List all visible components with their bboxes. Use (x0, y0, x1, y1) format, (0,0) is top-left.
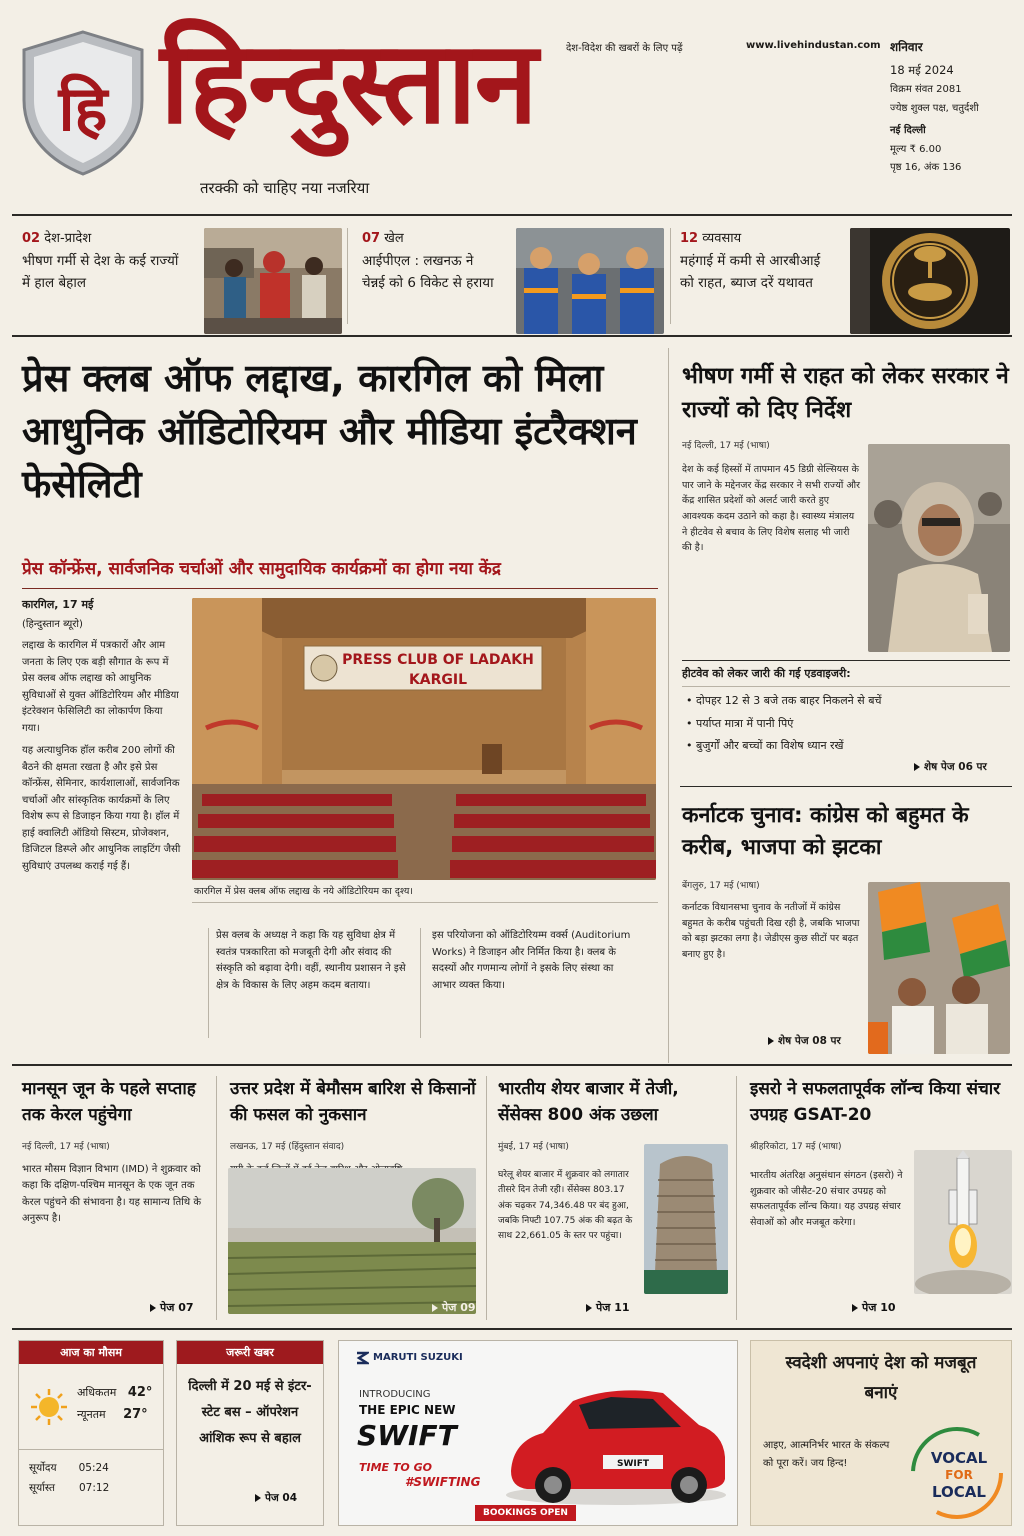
heatwave-crowd-photo (204, 228, 342, 334)
story-body: भारत मौसम विज्ञान विभाग (IMD) ने शुक्रवार को कहा कि दक्षिण-पश्चिम मानसून के एक जून तक केरल पहुंचने की संभावना है। यह सामान्य तिथि के अनुरूप है। (22, 1163, 202, 1225)
auditorium-photo (192, 598, 656, 880)
arrow-right-icon (914, 763, 920, 771)
teaser-item[interactable] (680, 228, 1010, 328)
story-dateline: नई दिल्ली, 17 मई (भाषा) (22, 1141, 110, 1152)
maruti-swift-ad[interactable] (338, 1340, 738, 1526)
ad-brand: MARUTI SUZUKI (373, 1352, 463, 1363)
suzuki-logo-icon (355, 1351, 369, 1365)
edition-price: मूल्य ₹ 6.00 (890, 143, 942, 155)
teaser-divider (670, 228, 671, 324)
heat-rule (682, 660, 1010, 661)
congress-celebration-photo (868, 882, 1010, 1054)
ad-line2: THE EPIC NEW (359, 1403, 456, 1417)
teaser-rule (12, 335, 1012, 337)
swadeshi-box (750, 1340, 1012, 1526)
ad-cta[interactable]: BOOKINGS OPEN (475, 1505, 576, 1521)
edition-city: नई दिल्ली (890, 125, 926, 137)
story-page-link[interactable]: पेज 10 (852, 1300, 896, 1315)
bottom-rule (12, 1328, 1012, 1330)
masthead-title[interactable]: हिन्दुस्तान (160, 15, 536, 149)
teaser-section: व्यवसाय (702, 231, 742, 246)
edition-pages: पृष्ठ 16, अंक 136 (890, 162, 962, 174)
column-divider (208, 928, 209, 1038)
sunrise: सूर्योदय 05:24 (29, 1462, 109, 1474)
arrow-right-icon (768, 1037, 774, 1045)
ad-line1: INTRODUCING (359, 1389, 431, 1400)
weather-rule (19, 1449, 163, 1450)
teaser-section: खेल (384, 231, 404, 246)
heat-body: देश के कई हिस्सों में तापमान 45 डिग्री सेल्सियस के पार जाने के मद्देनजर केंद्र सरकार ने सभी राज्यों और केंद्र शासित प्रदेशों को अलर्ट जारी करते हुए आवश्यक कदम उठाने को कहा है। स्वास्थ्य मंत्रालय ने हीटवेव से बचाव के लिए विशेष सलाह भी जारी की है। (682, 464, 860, 554)
subhead-rule (22, 588, 658, 589)
story-dateline: मुंबई, 17 मई (भाषा) (498, 1141, 569, 1152)
story-monsoon (22, 1076, 212, 1228)
badge-local: LOCAL (932, 1483, 986, 1501)
masthead-rule (12, 214, 1012, 216)
masthead-promo: देश-विदेश की खबरों के लिए पढ़ें (566, 43, 683, 54)
advisory-list (686, 690, 881, 758)
story-page-link[interactable]: पेज 07 (150, 1300, 194, 1315)
weather-title: आज का मौसम (19, 1341, 163, 1364)
column-divider (420, 928, 421, 1038)
masthead-tagline: तरक्की को चाहिए नया नजरिया (200, 179, 370, 197)
lead-col2: प्रेस क्लब के अध्यक्ष ने कहा कि यह सुविधा क्षेत्र में स्वतंत्र पत्रकारिता को मजबूती देगी और संवाद की संस्कृति को बढ़ावा देगी। वहीं, स्थानीय प्रशासन ने इसे क्षेत्र के विकास के लिए अहम कदम बताया। (216, 930, 406, 991)
story-sensex (498, 1076, 728, 1152)
rocket-launch-photo (914, 1150, 1012, 1294)
column-divider (216, 1076, 217, 1320)
ad-hashtag: #SWIFTING (405, 1475, 481, 1489)
story-rain (230, 1076, 480, 1152)
temp-max: अधिकतम 42° (77, 1385, 153, 1400)
mid-rule (12, 1064, 1012, 1066)
lead-headline[interactable]: प्रेस क्लब ऑफ लद्दाख, कारगिल को मिला आधुनिक ऑडिटोरियम और मीडिया इंटरैक्शन फेसेलिटी (22, 356, 637, 507)
cricket-players-photo (516, 228, 664, 334)
story-page-link[interactable]: पेज 09 (432, 1300, 476, 1315)
lead-para2: यह अत्याधुनिक हॉल करीब 200 लोगों की बैठने की क्षमता रखता है और इसे प्रेस कॉन्फ्रेंस, सेमिनार, कार्यशालाओं, सार्वजनिक चर्चाओं और सांस्कृतिक कार्यक्रमों के लिए विशेष रूप से डिजाइन किया गया है। हॉल में हाई क्वालिटी ऑडियो सिस्टम, प्रोजेक्शन, डिजिटल डिस्प्ले और आधुनिक लाइटिंग जैसी सुविधाएं उपलब्ध कराई गई हैं। (22, 745, 181, 872)
story-isro (750, 1076, 1010, 1152)
story-dateline: श्रीहरिकोटा, 17 मई (भाषा) (750, 1141, 842, 1152)
story-headline[interactable]: उत्तर प्रदेश में बेमौसम बारिश से किसानों की फसल को नुकसान (230, 1079, 476, 1126)
arrow-right-icon (586, 1304, 592, 1312)
teaser-strip (12, 222, 1012, 332)
ad-line3: TIME TO GO (359, 1461, 432, 1474)
ad-model: SWIFT (357, 1419, 457, 1452)
advisory-item: • दोपहर 12 से 3 बजे तक बाहर निकलने से बचें (686, 694, 882, 707)
arrow-right-icon (150, 1304, 156, 1312)
heat-dateline: नई दिल्ली, 17 मई (भाषा) (682, 441, 770, 451)
teaser-divider (347, 228, 348, 324)
story-page-link[interactable]: पेज 11 (586, 1300, 630, 1315)
urgent-title: जरूरी खबर (177, 1341, 323, 1364)
urgent-page-link[interactable]: पेज 04 (255, 1491, 297, 1505)
heat-headline[interactable]: भीषण गर्मी से राहत को लेकर सरकार ने राज्यों को दिए निर्देश (682, 363, 1009, 423)
lead-col3: इस परियोजना को ऑडिटोरियम्म वर्क्स (Auditorium Works) ने डिजाइन और निर्मित किया है। क्लब के सदस्यों और गणमान्य लोगों ने इसके लिए संस्था का आभार व्यक्त किया। (432, 930, 631, 991)
masthead (0, 0, 1024, 210)
teaser-text: भीषण गर्मी से देश के कई राज्यों में हाल बेहाल (22, 253, 179, 292)
story-headline[interactable]: भारतीय शेयर बाजार में तेजी, सेंसेक्स 800 अंक उछला (498, 1079, 679, 1126)
teaser-section: देश-प्रादेश (44, 231, 92, 246)
vocal-for-local-badge (907, 1423, 1007, 1523)
karnataka-continued[interactable]: शेष पेज 08 पर (768, 1034, 841, 1048)
story-body: भारतीय अंतरिक्ष अनुसंधान संगठन (इसरो) ने शुक्रवार को जीसैट-20 संचार उपग्रह को सफलतापूर्वक लॉन्च किया। यह उपग्रह संचार सेवाओं को और मजबूत करेगा। (750, 1170, 903, 1229)
lead-bureau: (हिन्दुस्तान ब्यूरो) (22, 619, 83, 630)
damaged-crop-photo (228, 1168, 476, 1314)
advisory-item: • पर्याप्त मात्रा में पानी पिएं (686, 716, 794, 730)
swadeshi-body: आइए, आत्मनिर्भर भारत के संकल्प को पूरा करें। जय हिन्द! (763, 1440, 890, 1469)
badge-for: FOR (945, 1468, 973, 1482)
teaser-num: 07 (362, 231, 381, 246)
story-dateline: लखनऊ, 17 मई (हिंदुस्तान संवाद) (230, 1141, 345, 1152)
sunset: सूर्यास्त 07:12 (29, 1482, 110, 1494)
teaser-num: 02 (22, 231, 41, 246)
lead-dateline: कारगिल, 17 मई (22, 598, 94, 611)
lead-subhead: प्रेस कॉन्फ्रेंस, सार्वजनिक चर्चाओं और सामुदायिक कार्यक्रमों का होगा नया केंद्र (22, 559, 501, 579)
story-headline[interactable]: मानसून जून के पहले सप्ताह तक केरल पहुंचेगा (22, 1079, 196, 1126)
heatwave-woman-photo (868, 444, 1010, 652)
heat-continued[interactable]: शेष पेज 06 पर (914, 760, 987, 774)
teaser-text: आईपीएल : लखनऊ ने चेन्नई को 6 विकेट से हराया (362, 253, 494, 292)
column-divider (736, 1076, 737, 1320)
auditorium-sign-line2: KARGIL (408, 672, 468, 688)
column-divider (486, 1076, 487, 1320)
bse-building-photo (644, 1144, 728, 1294)
lead-para1: लद्दाख के कारगिल में पत्रकारों और आम जनता के लिए एक बड़ी सौगात के रूप में प्रेस क्लब ऑफ लद्दाख को आधुनिक सुविधाओं से युक्त ऑडिटोरियम और मीडिया इंटरेक्शन फेसिलिटी का लोकार्पण किया गया। (22, 640, 179, 734)
arrow-right-icon (432, 1304, 438, 1312)
heat-end-rule (680, 786, 1012, 787)
edition-info (890, 36, 1010, 178)
story-body: घरेलू शेयर बाजार में शुक्रवार को लगातार तीसरे दिन तेजी रही। सेंसेक्स 803.17 अंक चढ़कर 74,346.48 पर बंद हुआ, जबकि निफ्टी 107.75 अंक की बढ़त के साथ 22,661.05 के स्तर पर पहुंचा। (498, 1170, 633, 1242)
karnataka-body: कर्नाटक विधानसभा चुनाव के नतीजों में कांग्रेस बहुमत के करीब पहुंचती दिख रही है, जबकि भाजपा को बड़ा झटका लगा है। जेडीएस कुछ सीटों पर बढ़त बनाए हुए है। (682, 902, 860, 961)
swadeshi-headline: स्वदेशी अपनाएं देश को मजबूत बनाएं (785, 1353, 977, 1403)
advisory-item: • बुजुर्गों और बच्चों का विशेष ध्यान रखें (686, 739, 844, 753)
weather-box (18, 1340, 164, 1526)
edition-day: शनिवार (890, 40, 923, 54)
photo-caption: कारगिल में प्रेस क्लब ऑफ लद्दाख के नये ऑडिटोरियम का दृश्य। (194, 886, 414, 897)
teaser-item[interactable] (362, 228, 672, 328)
teaser-num: 12 (680, 231, 699, 246)
advisory-rule (682, 686, 1010, 687)
advisory-title: हीटवेव को लेकर जारी की गई एडवाइजरी: (682, 667, 851, 680)
karnataka-dateline: बेंगलुरु, 17 मई (भाषा) (682, 881, 760, 891)
logo-shield-icon[interactable] (18, 28, 148, 178)
karnataka-headline[interactable]: कर्नाटक चुनाव: कांग्रेस को बहुमत के करीब, भाजपा को झटका (682, 803, 969, 861)
urgent-box[interactable] (176, 1340, 324, 1526)
sun-icon (29, 1387, 69, 1427)
teaser-text: महंगाई में कमी से आरबीआई को राहत, ब्याज दरें यथावत (680, 253, 821, 292)
teaser-item[interactable] (22, 228, 342, 328)
caption-rule (192, 902, 658, 903)
urgent-text: दिल्ली में 20 मई से इंटर-स्टेट बस – ऑपरेशन आंशिक रूप से बहाल (188, 1379, 312, 1446)
auditorium-sign-line1: PRESS CLUB OF LADAKH (342, 652, 534, 668)
temp-min: न्यूनतम 27° (77, 1407, 148, 1422)
edition-samvat: विक्रम संवत 2081 (890, 84, 962, 96)
edition-date: 18 मई 2024 (890, 63, 954, 78)
masthead-website[interactable]: www.livehindustan.com (746, 40, 881, 51)
section-divider (668, 348, 669, 1063)
swift-car-image (503, 1371, 729, 1509)
story-headline[interactable]: इसरो ने सफलतापूर्वक लॉन्च किया संचार उपग्रह GSAT-20 (750, 1079, 1001, 1126)
logo-letter: हि (58, 72, 108, 145)
lead-col1 (22, 597, 182, 875)
badge-vocal: VOCAL (930, 1449, 988, 1467)
arrow-right-icon (852, 1304, 858, 1312)
edition-tithi: ज्येष्ठ शुक्ल पक्ष, चतुर्दशी (890, 102, 979, 114)
rbi-emblem-photo (850, 228, 1010, 334)
ad-plate: SWIFT (616, 1459, 650, 1469)
arrow-right-icon (255, 1494, 261, 1502)
